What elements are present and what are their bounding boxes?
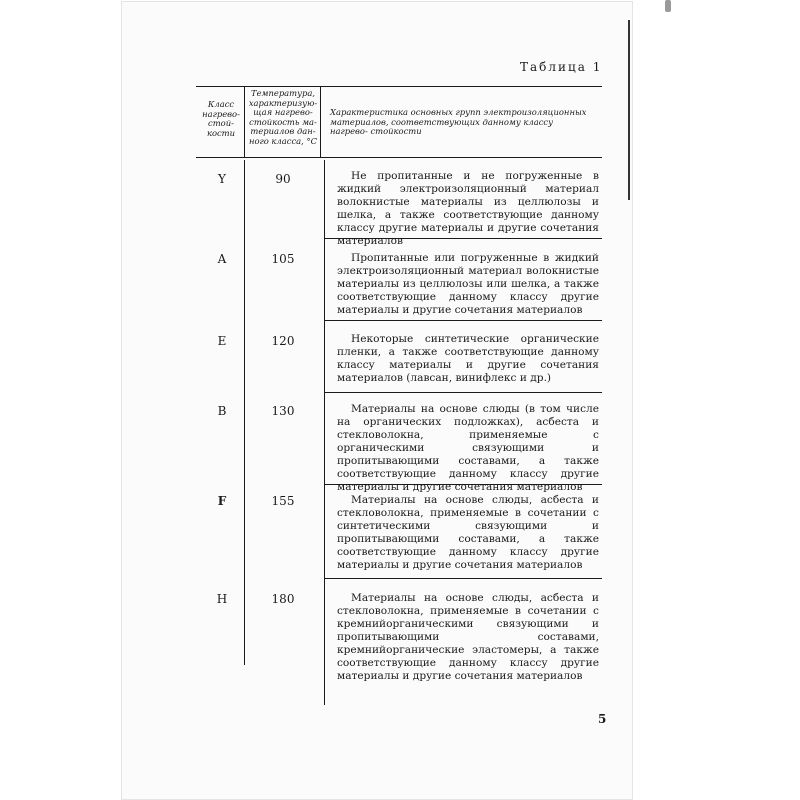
row-h-class: H [216,592,228,606]
row-b-temperature: 130 [271,404,295,418]
row-e-description: Некоторые синтетические органические пленки, а также соответствующие данному классу материалы и другие сочетания материалов (лавсан, винифлекс и др.) [337,333,599,384]
header-class: Класс нагрево- стой- кости [202,99,240,138]
row-y-class: Y [218,172,226,186]
row-y-description: Не пропитанные и не погруженные в жидкий электроизоляционный материал волокнистые материалы из целлюлозы и шелка, а также соответствующие данному классу другие материалы и другие сочетания материалов [337,170,599,247]
row-e-temperature: 120 [271,334,295,348]
row-f-description: Материалы на основе слюды, асбеста и стекловолокна, применяемые в сочетании с синтетическими связующими и пропитывающими составами, а также соответствующие данному классу другие материалы и другие сочетания материалов [337,494,599,571]
row-f-temperature: 155 [271,494,295,508]
row-h-description: Материалы на основе слюды, асбеста и стекловолокна, применяемые в сочетании с кремнийорганическими связующими и пропитывающими составами, кремнийорганические эластомеры, а также соответствующие данному классу другие материалы и другие сочетания материалов [337,592,599,682]
header-bottom-rule [196,157,602,158]
row-y-temperature: 90 [275,172,291,186]
header-divider-2 [320,86,321,158]
table-title: Таблица 1 [520,60,603,74]
row-a-description: Пропитанные или погруженные в жидкий электроизоляционный материал волокнистые материалы из целлюлозы или шелка, а также соответствующие данному классу другие материалы и другие сочетания материалов [337,252,599,316]
row-a-temperature: 105 [271,252,295,266]
row-f-class: F [217,494,227,508]
row-separator [324,392,602,393]
header-description: Характеристика основных групп электроизоляционных материалов, соответствующих данному классу нагрево- стойкости [330,107,587,136]
row-e-class: E [217,334,227,348]
body-divider-2 [324,160,325,705]
scan-mark [665,0,671,12]
page-number: 5 [598,712,607,726]
header-divider-1 [244,86,245,158]
row-b-description: Материалы на основе слюды (в том числе на органических подложках), асбеста и стекловолокна, применяемые с органическими связующими и пропитывающими составами, а также соответствующие данному классу другие материалы и другие сочетания материалов [337,403,599,493]
row-separator [324,320,602,321]
table-header [0,86,800,158]
row-separator [324,578,602,579]
row-a-class: A [217,252,227,266]
row-h-temperature: 180 [271,592,295,606]
row-b-class: B [217,404,227,418]
header-temperature: Температура, характеризую- щая нагрево- стойкость ма- териалов дан- ного класса, °С [248,88,318,146]
